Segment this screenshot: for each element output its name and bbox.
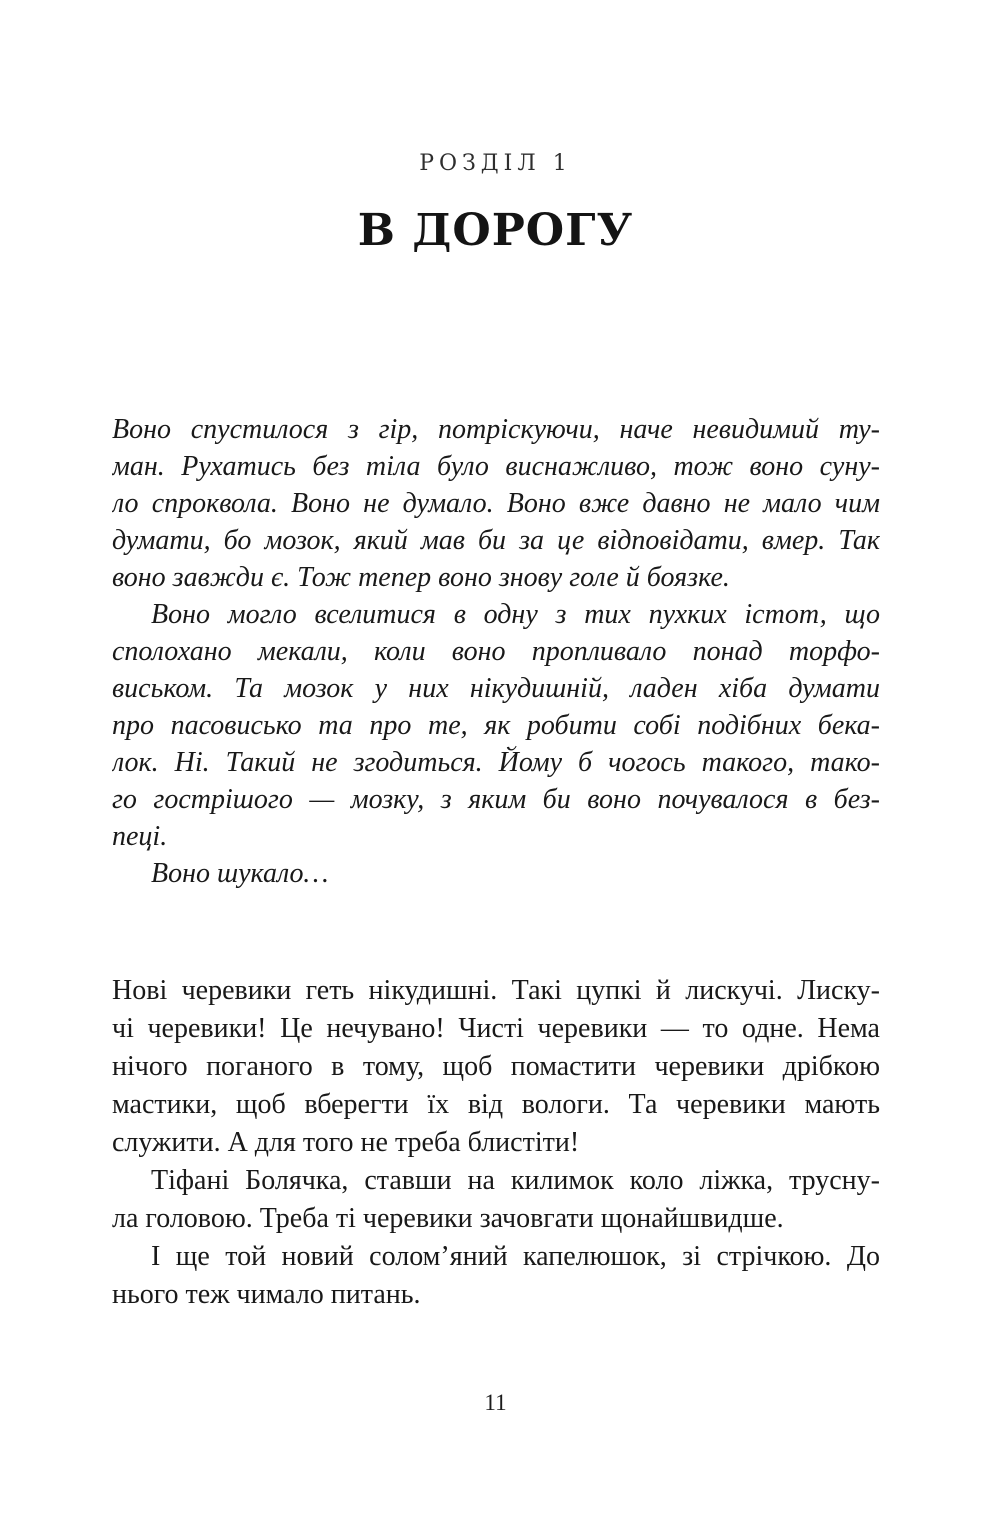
- text-line: лок. Ні. Такий не згодиться. Йому б чогось такого, тако-: [112, 747, 880, 778]
- text-line: пеці.: [112, 821, 168, 852]
- text-line: думати, бо мозок, який мав би за це відповідати, вмер. Так: [112, 525, 880, 556]
- text-body: [112, 411, 880, 1314]
- chapter-label: РОЗДІЛ 1: [419, 151, 572, 176]
- paragraph: [112, 596, 880, 855]
- paragraph: [112, 411, 880, 596]
- paragraph: [112, 1238, 880, 1314]
- text-line: нього теж чимало питань.: [112, 1279, 421, 1310]
- text-line: служити. А для того не треба блистіти!: [112, 1127, 580, 1158]
- text-line: ла головою. Треба ті черевики зачовгати щонайшвидше.: [112, 1203, 784, 1234]
- paragraph: [112, 1162, 880, 1238]
- page-number: 11: [484, 1390, 507, 1415]
- text-line: нічого поганого в тому, щоб помастити черевики дрібкою: [112, 1051, 880, 1082]
- text-line: Нові черевики геть нікудишні. Такі цупкі й лискучі. Лиску-: [112, 975, 880, 1006]
- text-line: чі черевики! Це нечувано! Чисті черевики — то одне. Нема: [112, 1013, 880, 1044]
- section-regular: [112, 972, 880, 1314]
- text-line: сполохано мекали, коли воно пропливало понад торфо-: [112, 636, 880, 667]
- paragraph: [112, 855, 880, 892]
- text-line: Воно спустилося з гір, потріскуючи, наче невидимий ту-: [112, 414, 880, 445]
- text-line: Воно шукало…: [151, 858, 329, 889]
- text-line: І ще той новий солом’яний капелюшок, зі стрічкою. До: [151, 1241, 880, 1272]
- text-line: Тіфані Болячка, ставши на килимок коло ліжка, трусну-: [151, 1165, 880, 1196]
- paragraph: [112, 972, 880, 1162]
- text-line: виськом. Та мозок у них нікудишній, ладен хіба думати: [112, 673, 880, 704]
- text-line: воно завжди є. Тож тепер воно знову голе й боязке.: [112, 562, 730, 593]
- chapter-title: В ДОРОГУ: [357, 205, 634, 256]
- text-line: Воно могло вселитися в одну з тих пухких істот, що: [151, 599, 880, 630]
- text-line: мастики, щоб вберегти їх від вологи. Та черевики мають: [112, 1089, 880, 1120]
- text-line: ло спроквола. Воно не думало. Воно вже давно не мало чим: [112, 488, 880, 519]
- section-italic: [112, 411, 880, 892]
- text-line: го гострішого — мозку, з яким би воно почувалося в без-: [112, 784, 880, 815]
- text-line: про пасовисько та про те, як робити собі подібних бека-: [112, 710, 880, 741]
- text-line: ман. Рухатись без тіла було виснажливо, тож воно суну-: [112, 451, 880, 482]
